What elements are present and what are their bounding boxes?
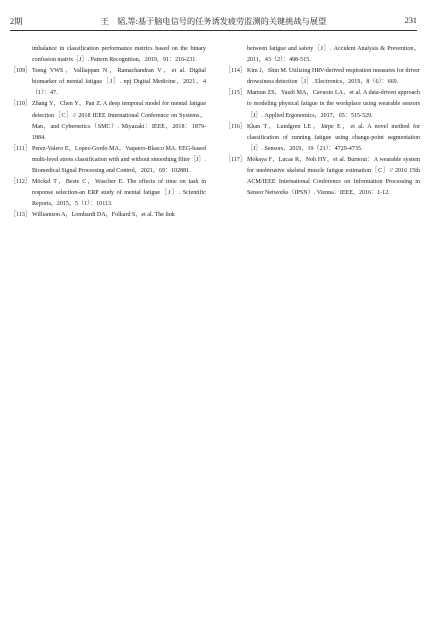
running-title: 王 韬,等:基于脑电信号的任务诱发疲劳监测的关键挑战与展望 (100, 17, 327, 26)
reference-entry (10, 210, 206, 221)
reference-entry (225, 88, 420, 121)
reference-text: Mamun ZS，Yazdi MA，Cavuoto LA，et al. A data-driven approach to modeling physical fatigue in the workplace using wearable sensors［J］. Applied Ergonomics，2017，65：515-529. (247, 90, 420, 119)
reference-number: ［114］ (225, 68, 246, 75)
reference-number: ［112］ (10, 179, 31, 186)
reference-entry (225, 66, 420, 88)
reference-entry (225, 155, 420, 199)
reference-number: ［109］ (10, 68, 32, 75)
reference-text: Tseng VWS，Valliappan N，Ramachandran V，et al. Digital biomarker of mental fatigue［J］. npj Digital Medicine，2021，4（1）：47. (32, 68, 206, 97)
reference-entry (10, 99, 206, 143)
reference-text: Mokaya F，Lucas R，Noh HY，et al. Burnout：A wearable system for unobtrusive skeletal muscle fatigue estimation［C］// 2016 15th ACM/IEEE International Conference on Information Processing in Sensor Networks（IPSN）. Vienna：IEEE，2016：1-12. (247, 156, 420, 197)
reference-number: ［117］ (225, 156, 246, 163)
header-rule (10, 30, 417, 31)
reference-text: Kim J，Shin M. Utilizing HRV-derived respiration measures for driver drowsiness detection［J］. Electronics，2019，8（6）：669. (247, 68, 420, 86)
reference-continuation: imbalance in classification performance metrics based on the binary confusion matrix［J］. Pattern Recognition，2019，91：216-231. (32, 46, 206, 64)
reference-text: Zhang Y，Chen Y，Pan Z. A deep temporal model for mental fatigue detection［C］// 2018 IEEE International Conference on Systems，Man，and Cybernetics（SMC）. Miyazaki：IEEE，2018：1879-1884. (32, 101, 206, 141)
reference-number: ［111］ (10, 145, 31, 152)
reference-entry (10, 177, 206, 210)
reference-entry (10, 66, 206, 99)
reference-column-right (225, 44, 420, 199)
reference-continuation: between fatigue and safety［J］. Accident Analysis & Prevention，2011，43（2）：498-515. (247, 46, 420, 64)
page-number: 231 (404, 16, 417, 25)
reference-text: Möckel T，Beste C，Wascher E. The effects of time on task in response selection-an ERP study of mental fatigue［J］. Scientific Reports，2015，5（1）：10113. (32, 179, 206, 208)
reference-text: Williamson A，Lombardi DA，Folkard S，et al. The link (32, 212, 175, 219)
reference-number: ［115］ (225, 90, 246, 97)
reference-entry (225, 122, 420, 155)
reference-text: Khan T，Lundgren LE，Järpe E，et al. A novel method for classification of running fatigue using change-point segmentation［J］. Sensors，2019，19（21）：4729-4735. (247, 123, 420, 152)
issue-number: 2期 (10, 17, 23, 26)
reference-number: ［113］ (10, 212, 31, 219)
reference-number: ［116］ (225, 123, 246, 130)
reference-text: Perez-Valero E，Lopez-Gordo MA，Vaquero-Blasco MA. EEG-based multi-level stress classification with and without smoothing filter［J］. Biomedical Signal Processing and Control，2021，69：102881. (32, 145, 206, 175)
page-header (10, 14, 417, 30)
reference-entry (10, 144, 206, 177)
reference-column-left (10, 44, 206, 222)
reference-number: ［110］ (10, 101, 31, 108)
